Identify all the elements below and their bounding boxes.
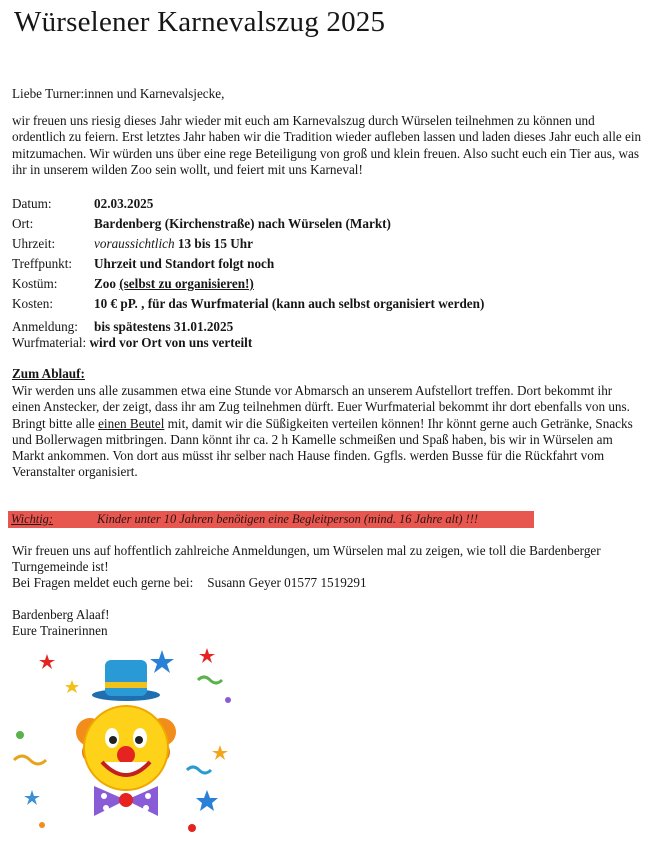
fact-kostuem (12, 276, 254, 292)
closing-paragraph: Wir freuen uns auf hoffentlich zahlreiche Anmeldungen, um Würselen mal zu zeigen, wie toll die Bardenberger Turngemeinde ist! (12, 543, 601, 575)
ablauf-text: Wir werden uns alle zusammen etwa eine Stunde vor Abmarsch an unserem Aufstellort treffen. Dort bekommt ihr einen Anstecker, der zeigt, dass ihr am Zug teilnehmen dürft. Euer Wurfmaterial bekommt ihr dort ebenfalls von uns. Bringt bitte alle (12, 383, 630, 431)
fact-label: Ort: (12, 216, 34, 231)
ablauf-paragraph (12, 383, 642, 481)
ablauf-heading: Zum Ablauf: (12, 366, 85, 381)
clown-hat (92, 660, 160, 701)
fact-label: Kostüm: (12, 276, 58, 291)
fact-value: bis spätestens 31.01.2025 (94, 319, 234, 334)
fact-value: wird vor Ort von uns verteilt (89, 335, 253, 350)
warning-label: Wichtig: (11, 512, 53, 526)
fact-value: Uhrzeit und Standort folgt noch (94, 256, 275, 271)
ablauf-underlined: einen Beutel (98, 415, 165, 431)
fact-ort (12, 216, 391, 232)
fact-value: 02.03.2025 (94, 196, 154, 211)
fact-treffpunkt (12, 256, 274, 272)
greeting: Liebe Turner:innen und Karnevalsjecke, (12, 86, 225, 101)
fact-value: Zoo (94, 276, 116, 291)
fact-label: Anmeldung: (12, 319, 78, 334)
fact-label: Wurfmaterial: (12, 335, 87, 350)
intro-paragraph: wir freuen uns riesig dieses Jahr wieder mit euch am Karnevalszug durch Würselen teilnehmen zu können und ordentlich zu feiern. Erst letztes Jahr haben wir die Tradition wieder aufleben lassen und laden dieses Jahr euch alle ein mitzumachen. Wir würden uns über eine rege Beteiligung von groß und klein freuen. Also sucht euch ein Tier aus, was ihr in unserem wilden Zoo sein wollt, und feiert mit uns Karneval! (12, 113, 642, 177)
signoff (12, 607, 642, 640)
fact-datum (12, 196, 153, 212)
clown-face (84, 706, 168, 790)
warning-banner (8, 511, 534, 528)
signoff-line: Bardenberg Alaaf! (12, 607, 110, 622)
fact-value: 10 € pP. , für das Wurfmaterial (kann auch selbst organisiert werden) (94, 296, 485, 311)
fact-wurfmaterial (12, 335, 252, 351)
fact-uhrzeit (12, 236, 253, 252)
fact-label: Treffpunkt: (12, 256, 73, 271)
contact-name: Susann Geyer 01577 1519291 (207, 575, 367, 590)
fact-label: Datum: (12, 196, 52, 211)
fact-label: Kosten: (12, 296, 54, 311)
fact-anmeldung (12, 319, 233, 335)
fact-note: (selbst zu organisieren!) (119, 276, 254, 291)
ablauf-text: mit, damit wir die Süßigkeiten verteilen können! Ihr könnt gerne auch Getränke, Snacks und Bollerwagen mitbringen. Dann könnt ihr ca. 2 h Kamelle schmeißen und Spaß haben, bis wir in Würselen am Markt ankommen. Von dort aus müsst ihr selber nach Hause finden. Ggfls. werden Busse für die Rückfahrt vom Veranstalter organisiert. (12, 415, 633, 480)
page-title: Würselener Karnevalszug 2025 (14, 6, 386, 38)
contact-line (12, 575, 367, 591)
fact-kosten (12, 296, 484, 312)
fact-label: Uhrzeit: (12, 236, 56, 251)
fact-value: Bardenberg (Kirchenstraße) nach Würselen (Markt) (94, 216, 391, 231)
contact-label: Bei Fragen meldet euch gerne bei: (12, 575, 194, 590)
fact-prefix: voraussichtlich (94, 236, 175, 251)
signoff-line: Eure Trainerinnen (12, 623, 108, 639)
clown-illustration (2, 640, 244, 840)
fact-value: 13 bis 15 Uhr (177, 236, 253, 251)
warning-text: Kinder unter 10 Jahren benötigen eine Begleitperson (mind. 16 Jahre alt) !!! (97, 512, 479, 526)
